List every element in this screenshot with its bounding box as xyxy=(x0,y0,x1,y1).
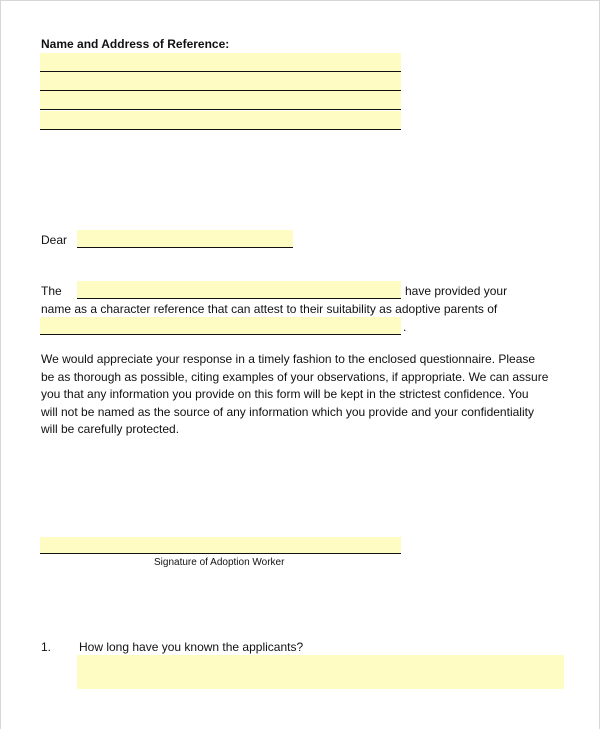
intro-line1-suffix: have provided your xyxy=(405,284,508,298)
reference-address-line-3[interactable] xyxy=(40,91,401,110)
intro-the-label: The xyxy=(41,284,62,298)
reference-heading: Name and Address of Reference: xyxy=(41,37,230,51)
paragraph-line: We would appreciate your response in a timely fashion to the enclosed questionnaire. Please xyxy=(41,352,536,366)
applicant-names-field[interactable] xyxy=(77,281,401,299)
question-text: How long have you known the applicants? xyxy=(79,640,304,654)
reference-address-line-1[interactable] xyxy=(40,53,401,72)
salutation-name-field[interactable] xyxy=(77,230,293,248)
paragraph-line: will be carefully protected. xyxy=(41,422,180,436)
signature-caption: Signature of Adoption Worker xyxy=(154,557,285,568)
reference-address-line-2[interactable] xyxy=(40,72,401,91)
intro-period: . xyxy=(403,320,407,334)
signature-field[interactable] xyxy=(40,537,401,554)
question-1-answer-field[interactable] xyxy=(77,655,564,689)
paragraph-line: be as thorough as possible, citing examples of your observations, if appropriate. We can assure xyxy=(41,369,549,384)
paragraph-line: will not be named as the source of any information which you provide and your confidentiality xyxy=(41,404,534,419)
body-paragraph xyxy=(41,351,561,439)
paragraph-line: you that any information you provide on this form will be kept in the strictest confidence. You xyxy=(41,387,529,401)
question-number: 1. xyxy=(41,640,52,654)
reference-address-line-4[interactable] xyxy=(40,111,401,130)
salutation-label: Dear xyxy=(41,233,68,247)
child-name-field[interactable] xyxy=(40,317,401,335)
intro-line2: name as a character reference that can attest to their suitability as adoptive parents of xyxy=(41,302,498,316)
